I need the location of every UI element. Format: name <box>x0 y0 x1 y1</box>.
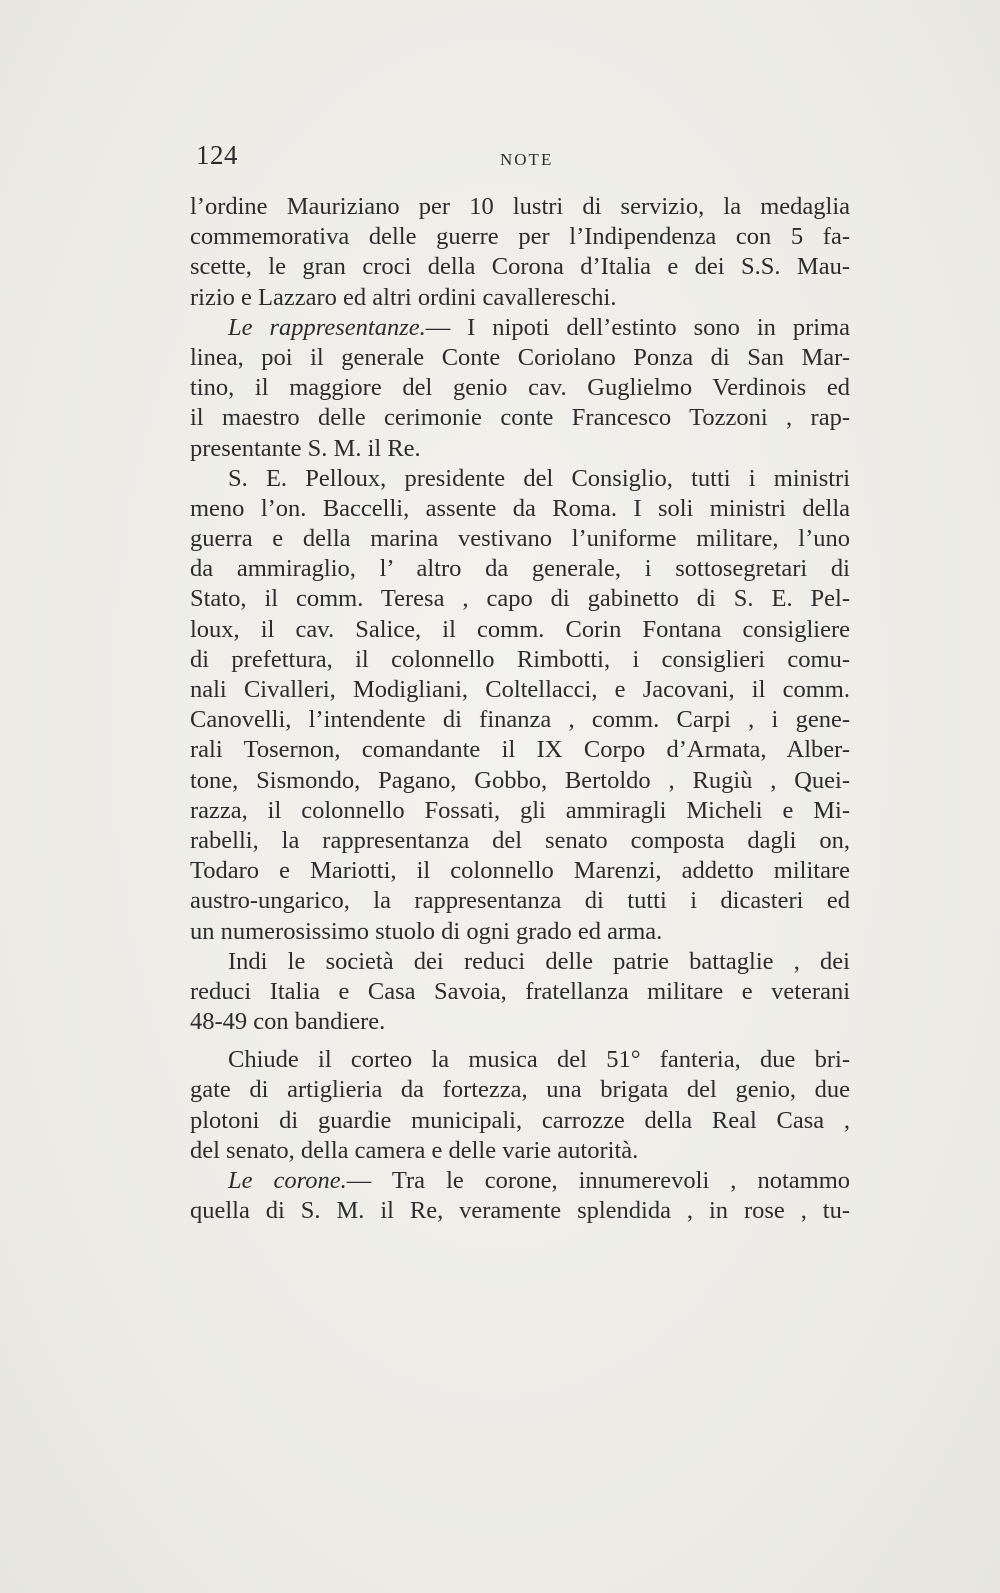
text-line: il maestro delle cerimonie conte Francesco Tozzoni , rap- <box>190 404 850 432</box>
text-line: Todaro e Mariotti, il colonnello Marenzi, addetto militare <box>190 857 850 885</box>
text-line: reduci Italia e Casa Savoia, fratellanza militare e veterani <box>190 977 850 1005</box>
text-line: rabelli, la rappresentanza del senato composta dagli on, <box>190 826 850 854</box>
text-line: da ammiraglio, l’ altro da generale, i sottosegretari di <box>190 555 850 583</box>
text-line: gate di artiglieria da fortezza, una brigata del genio, due <box>190 1076 850 1104</box>
text-line: del senato, della camera e delle varie autorità. <box>190 1136 639 1164</box>
section-heading-corone: Le corone. <box>228 1167 347 1194</box>
text-line: scette, le gran croci della Corona d’Italia e dei S.S. Mau- <box>190 253 850 281</box>
text-line: Stato, il comm. Teresa , capo di gabinetto di S. E. Pel- <box>190 585 850 613</box>
text-line: S. E. Pelloux, presidente del Consiglio, tutti i ministri <box>228 464 850 492</box>
text-line: di prefettura, il colonnello Rimbotti, i consiglieri comu- <box>190 645 850 673</box>
paragraph-corone-first-line <box>190 1166 850 1196</box>
body-text <box>190 192 850 1226</box>
text-line: un numerosissimo stuolo di ogni grado ed arma. <box>190 917 663 945</box>
text-line: austro-ungarico, la rappresentanza di tutti i dicasteri ed <box>190 887 850 915</box>
text-line: — Tra le corone, innumerevoli , notammo <box>346 1167 851 1194</box>
text-line: meno l’on. Baccelli, assente da Roma. I soli ministri della <box>190 494 850 522</box>
paragraph-rappresentanze-first-line <box>190 313 850 343</box>
text-line: 48-49 con bandiere. <box>190 1008 386 1036</box>
text-line: plotoni di guardie municipali, carrozze della Real Casa , <box>190 1106 850 1134</box>
paragraph-gap <box>190 1037 850 1045</box>
running-head: NOTE <box>500 150 554 169</box>
text-line: loux, il cav. Salice, il comm. Corin Fontana consigliere <box>190 615 850 643</box>
text-line: presentante S. M. il Re. <box>190 434 421 462</box>
text-line: tone, Sismondo, Pagano, Gobbo, Bertoldo , Rugiù , Quei- <box>190 766 850 794</box>
text-line: — I nipoti dell’estinto sono in prima <box>425 313 850 341</box>
text-line: Chiude il corteo la musica del 51° fanteria, due bri- <box>228 1046 850 1074</box>
section-heading-rappresentanze: Le rappresentanze. <box>228 313 426 341</box>
text-line: rizio e Lazzaro ed altri ordini cavallereschi. <box>190 283 617 311</box>
text-line: l’ordine Mauriziano per 10 lustri di servizio, la medaglia <box>190 193 850 220</box>
text-line: guerra e della marina vestivano l’uniforme militare, l’uno <box>190 525 850 553</box>
text-line: razza, il colonnello Fossati, gli ammiragli Micheli e Mi- <box>190 796 850 824</box>
text-line: quella di S. M. il Re, veramente splendida , in rose , tu- <box>190 1197 850 1225</box>
text-line: Indi le società dei reduci delle patrie battaglie , dei <box>228 947 850 975</box>
text-line: linea, poi il generale Conte Coriolano Ponza di San Mar- <box>190 343 850 371</box>
text-line: nali Civalleri, Modigliani, Coltellacci, e Jacovani, il comm. <box>190 676 850 703</box>
page-number: 124 <box>196 140 238 170</box>
text-line: rali Tosernon, comandante il IX Corpo d’Armata, Alber- <box>190 736 850 764</box>
text-line: tino, il maggiore del genio cav. Guglielmo Verdinois ed <box>190 374 850 402</box>
text-line: commemorativa delle guerre per l’Indipendenza con 5 fa- <box>190 223 850 251</box>
text-line: Canovelli, l’intendente di finanza , comm. Carpi , i gene- <box>190 706 850 734</box>
